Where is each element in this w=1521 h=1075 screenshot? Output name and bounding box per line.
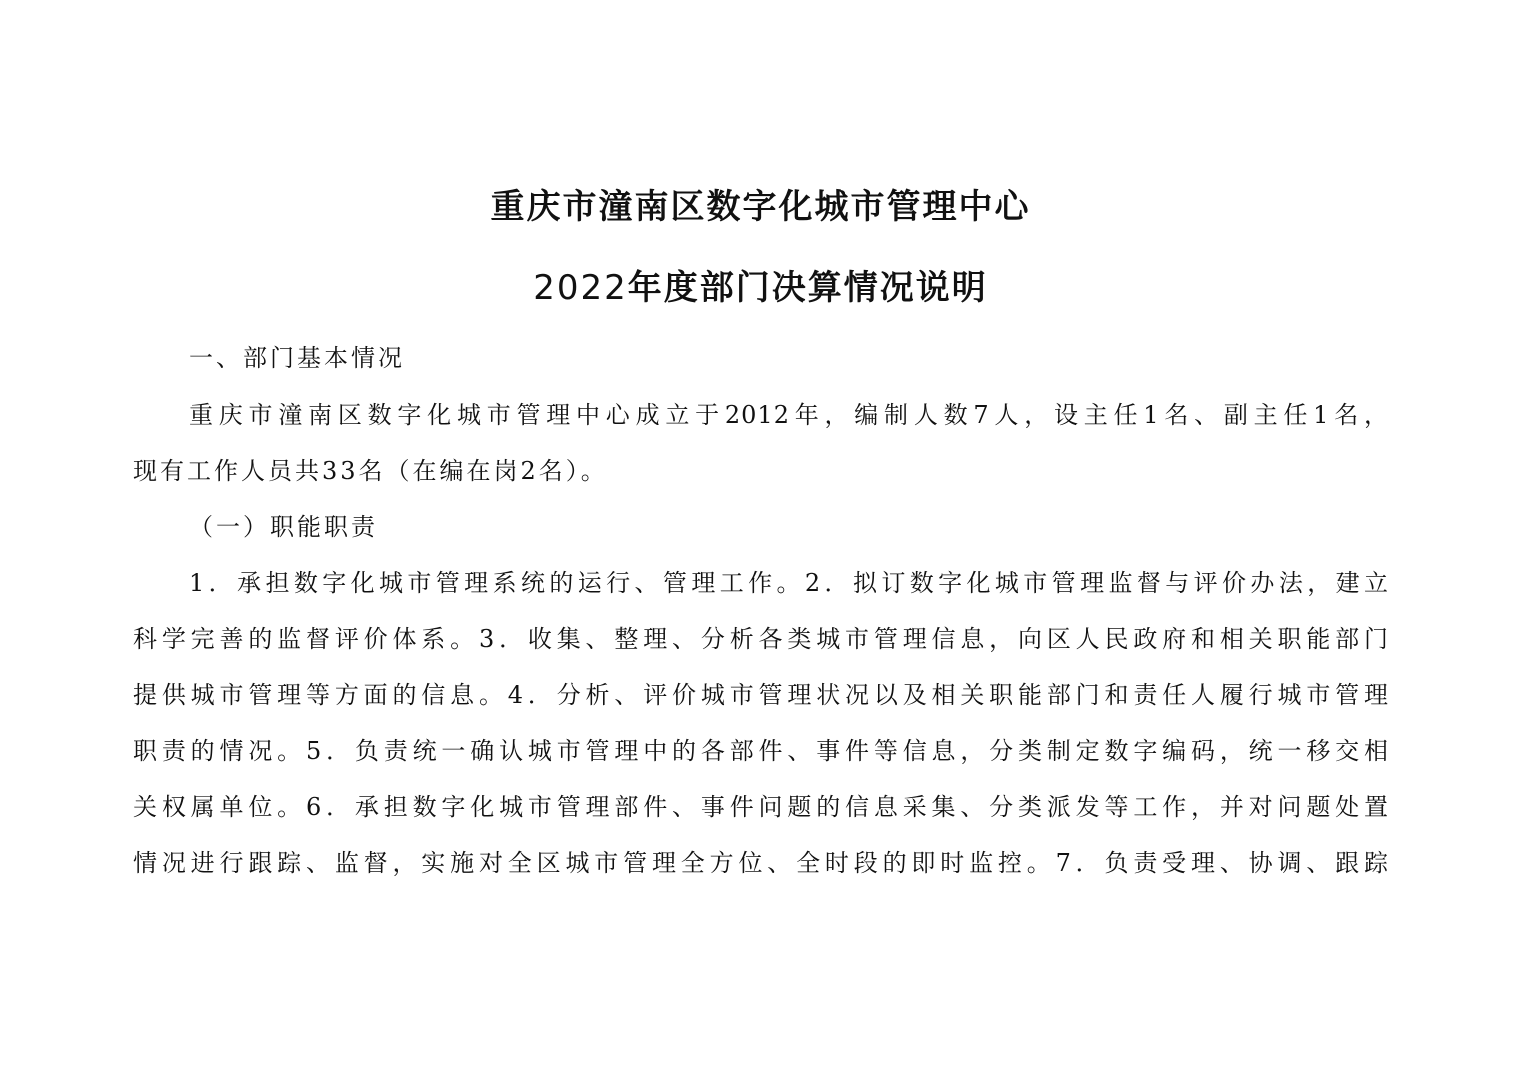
paragraph-line: 职责的情况。5．负责统一确认城市管理中的各部件、事件等信息，分类制定数字编码，统一移交相 [133,737,1389,765]
paragraph-line: 提供城市管理等方面的信息。4．分析、评价城市管理状况以及相关职能部门和责任人履行城市管理 [133,681,1389,709]
subsection-heading-functions: （一）职能职责 [189,513,378,541]
section-heading-basic-info: 一、部门基本情况 [189,344,405,372]
paragraph-line: 1．承担数字化城市管理系统的运行、管理工作。2．拟订数字化城市管理监督与评价办法，建立 [189,569,1389,597]
subtitle-year: 2022 [533,268,628,308]
paragraph-line: 情况进行跟踪、监督，实施对全区城市管理全方位、全时段的即时监控。7．负责受理、协调、跟踪 [133,849,1389,877]
document-title: 重庆市潼南区数字化城市管理中心 [490,187,1031,227]
paragraph-line: 现有工作人员共33名（在编在岗2名）。 [133,457,608,485]
document-subtitle [0,266,1521,310]
paragraph-line: 关权属单位。6．承担数字化城市管理部件、事件问题的信息采集、分类派发等工作，并对问题处置 [133,793,1389,821]
paragraph-line: 科学完善的监督评价体系。3．收集、整理、分析各类城市管理信息，向区人民政府和相关职能部门 [133,625,1389,653]
subtitle-text: 年度部门决算情况说明 [627,268,988,308]
paragraph-line: 重庆市潼南区数字化城市管理中心成立于2012年，编制人数7人，设主任1名、副主任1名， [189,401,1389,429]
